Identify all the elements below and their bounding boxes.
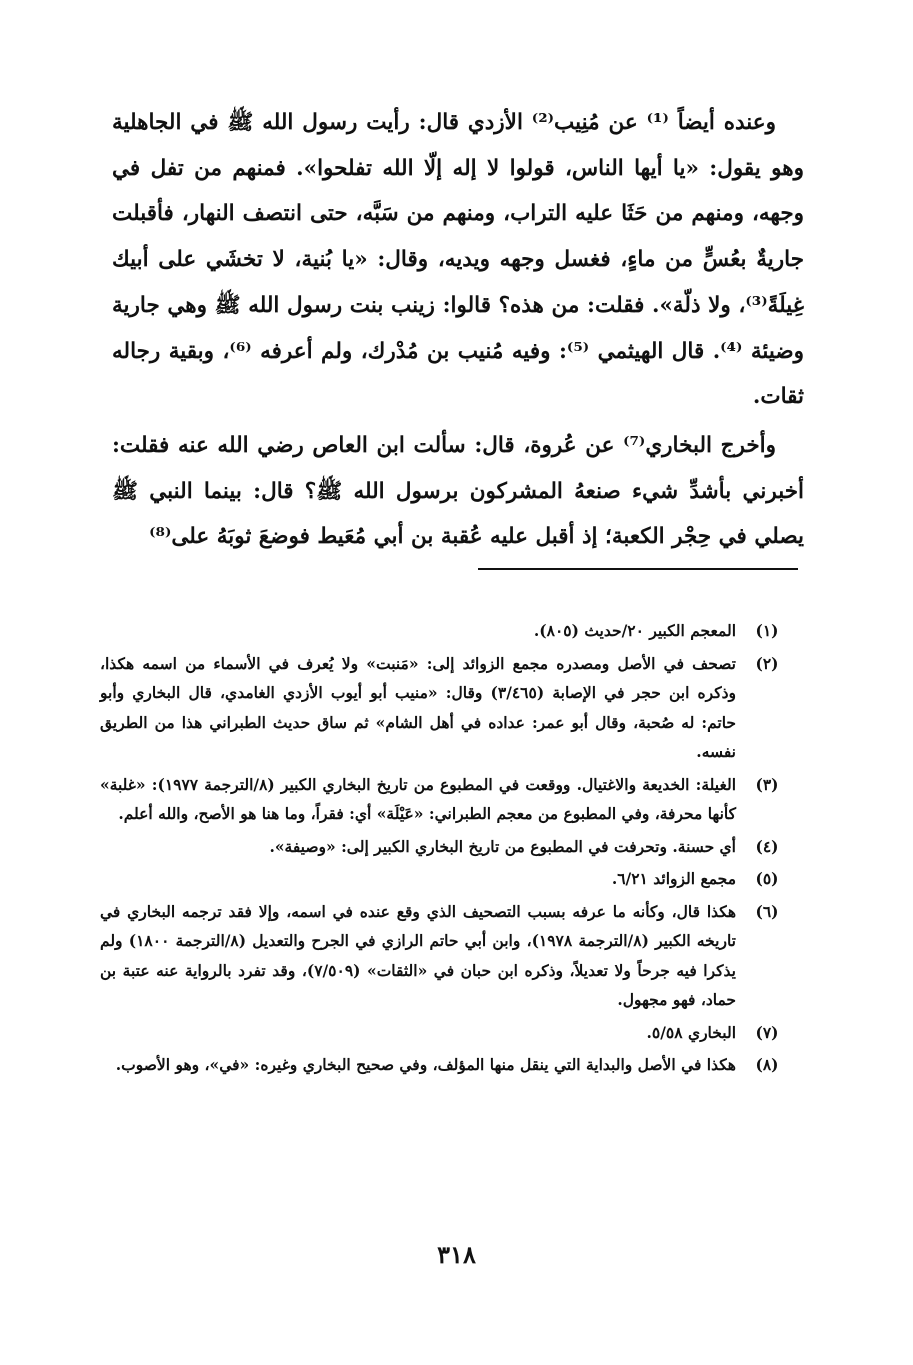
footnote-number: (٥) xyxy=(755,869,779,888)
footnote-number: (٦) xyxy=(755,901,779,921)
footnote xyxy=(100,832,798,862)
footnote-number: (٤) xyxy=(755,836,779,856)
footnote-number: (٧) xyxy=(755,1022,779,1042)
footnote-separator xyxy=(478,568,798,570)
main-paragraph: وأخرج البخاري⁽⁷⁾ عن عُروة، قال: سألت ابن العاص رضي الله عنه فقلت: أخبرني بأشدِّ شيء صنعهُ المشركون برسول الله ﷺ؟ قال: بينما النبي ﷺ يصلي في حِجْر الكعبة؛ إذ أقبل عليه عُقبة بن أبي مُعَيط فوضعَ ثوبَهُ على⁽⁸⁾ xyxy=(112,432,804,550)
footnote xyxy=(100,616,798,646)
footnote-text: المعجم الكبير ٢٠/حديث (٨٠٥). xyxy=(533,621,736,640)
footnote xyxy=(100,1050,798,1080)
footnote-text: أي حسنة. وتحرفت في المطبوع من تاريخ البخاري الكبير إلى: «وصيفة». xyxy=(269,836,736,856)
footnote-text: مجمع الزوائد ٦/٢١. xyxy=(611,869,736,888)
footnote xyxy=(100,649,798,767)
footnote xyxy=(100,770,798,829)
footnote xyxy=(100,897,798,1015)
footnote xyxy=(100,864,798,894)
footnote-number: (٣) xyxy=(755,774,779,794)
footnote-text: هكذا في الأصل والبداية التي ينقل منها المؤلف، وفي صحيح البخاري وغيره: «في»، وهو الأصوب. xyxy=(115,1055,736,1074)
footnote-number: (٨) xyxy=(755,1055,779,1074)
footnote-number: (١) xyxy=(755,621,779,640)
footnote-number: (٢) xyxy=(755,653,779,673)
main-text xyxy=(112,100,804,560)
footnote xyxy=(100,1018,798,1048)
footnote-text: تصحف في الأصل ومصدره مجمع الزوائد إلى: «مَنبت» ولا يُعرف في الأسماء من اسمه هكذا، وذكره ابن حجر في الإصابة (٣/٤٦٥) وقال: «منيب أبو أيوب الأزدي الغامدي، قال البخاري وأبو حاتم: له صُحبة، وقال أبو عمر: عداده في أهل الشام» ثم ساق حديث الطبراني هذا من الطريق نفسه. xyxy=(100,653,736,761)
footnote-text: هكذا قال، وكأنه ما عرفه بسبب التصحيف الذي وقع عنده في اسمه، وإلا فقد ترجمه البخاري في تاريخه الكبير (٨/الترجمة ١٩٧٨)، وابن أبي حاتم الرازي في الجرح والتعديل (٨/الترجمة ١٨٠٠) ولم يذكرا فيه جرحاً ولا تعديلاً، وذكره ابن حبان في «الثقات» (٧/٥٠٩)، وقد تفرد بالرواية عنه عتبة بن حماد، فهو مجهول. xyxy=(100,901,736,1009)
page-number: ٣١٨ xyxy=(437,1240,476,1269)
footnote-text: البخاري ٥/٥٨. xyxy=(646,1022,736,1042)
main-paragraph: وعنده أيضاً ⁽¹⁾ عن مُنِيب⁽²⁾ الأزدي قال: رأيت رسول الله ﷺ في الجاهلية وهو يقول: «يا أيها الناس، قولوا لا إله إلّا الله تفلحوا». فمنهم من تفل في وجهه، ومنهم من حَثَا عليه التراب، ومنهم من سَبَّه، حتى انتصف النهار، فأقبلت جاريةٌ بعُسٍّ من ماءٍ، فغسل وجهه ويديه، وقال: «يا بُنية، لا تخشَي على أبيك غِيلَةً⁽³⁾، ولا ذلّة». فقلت: من هذه؟ قالوا: زينب بنت رسول الله ﷺ وهي جارية وضيئة ⁽⁴⁾. قال الهيثمي ⁽⁵⁾: وفيه مُنيب بن مُدْرك، ولم أعرفه ⁽⁶⁾، وبقية رجاله ثقات. xyxy=(112,110,805,410)
footnote-text: الغيلة: الخديعة والاغتيال. ووقعت في المطبوع من تاريخ البخاري الكبير (٨/الترجمة ١٩٧٧): «غلبة» كأنها محرفة، وفي المطبوع من معجم الطبراني: «عَيْلَة» أي: فقراً، وما هنا هو الأصح، والله أعلم. xyxy=(100,774,736,823)
footnotes xyxy=(100,616,798,1083)
